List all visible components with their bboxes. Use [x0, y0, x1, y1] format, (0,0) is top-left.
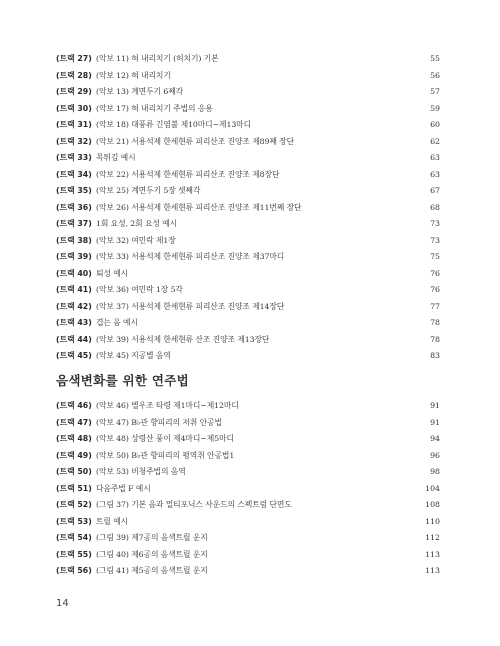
- toc-entry: [56, 431, 440, 448]
- track-label: (트랙 29): [56, 87, 92, 96]
- entry-description: (악보 39) 서용석제 한세현류 산조 진양조 제13장단: [96, 334, 270, 344]
- entry-description: (악보 13) 계면두기 6째각: [96, 87, 184, 96]
- entry-description: (악보 46) 별우조 타령 제1마디~제12마디: [96, 401, 239, 410]
- track-label: (트랙 46): [56, 401, 92, 410]
- track-label: (트랙 30): [56, 103, 92, 113]
- track-label: (트랙 50): [56, 467, 92, 476]
- toc-entry: [56, 547, 440, 564]
- toc-entry: [56, 563, 440, 580]
- entry-page-number: 77: [430, 301, 440, 311]
- toc-entry: [56, 117, 440, 134]
- toc-entry: [56, 200, 440, 217]
- track-label: (트랙 34): [56, 169, 92, 179]
- entry-page-number: 112: [425, 533, 440, 542]
- track-label: (트랙 43): [56, 318, 92, 327]
- toc-list-tracks-46-56: [56, 398, 440, 580]
- entry-page-number: 91: [430, 401, 440, 410]
- entry-description: (악보 45) 지공별 음역: [96, 351, 171, 360]
- entry-description: (악보 50) B♭관 향피리의 평역취 안공법1: [96, 450, 235, 460]
- entry-description: (그림 39) 제7공의 음색트릴 운지: [96, 533, 208, 542]
- entry-description: 트릴 예시: [96, 516, 129, 526]
- entry-page-number: 60: [430, 120, 440, 129]
- track-label: (트랙 42): [56, 301, 92, 311]
- entry-page-number: 68: [430, 202, 440, 212]
- toc-entry: [56, 299, 440, 316]
- section-title: 음색변화를 위한 연주법: [56, 373, 190, 388]
- toc-entry: [56, 68, 440, 85]
- entry-page-number: 108: [425, 500, 440, 509]
- entry-description: (악보 11) 혀 내리치기 (허치기) 기본: [96, 54, 219, 63]
- track-label: (트랙 55): [56, 549, 92, 559]
- toc-entry: [56, 51, 440, 68]
- entry-page-number: 73: [430, 219, 440, 228]
- entry-description: (악보 37) 서용석제 한세현류 피리산조 진양조 제14장단: [96, 301, 285, 311]
- toc-entry: [56, 134, 440, 151]
- track-label: (트랙 33): [56, 153, 92, 162]
- entry-description: (그림 40) 제6공의 음색트릴 운지: [96, 549, 208, 559]
- toc-entry: [56, 233, 440, 250]
- track-label: (트랙 53): [56, 516, 92, 526]
- track-label: (트랙 35): [56, 186, 92, 195]
- track-label: (트랙 52): [56, 500, 92, 509]
- entry-page-number: 94: [430, 434, 440, 443]
- entry-page-number: 62: [430, 136, 440, 146]
- entry-description: (악보 21) 서용석제 한세현류 피리산조 진양조 제89째 장단: [96, 136, 295, 146]
- entry-description: 목튀김 예시: [96, 153, 136, 162]
- entry-page-number: 83: [430, 351, 440, 360]
- entry-description: (악보 12) 혀 내리치기: [96, 70, 171, 80]
- entry-description: (악보 53) 비청주법의 음역: [96, 467, 186, 476]
- track-label: (트랙 45): [56, 351, 92, 360]
- entry-page-number: 78: [430, 334, 440, 344]
- entry-page-number: 56: [430, 70, 440, 80]
- track-label: (트랙 44): [56, 334, 92, 344]
- toc-entry: [56, 282, 440, 299]
- track-label: (트랙 32): [56, 136, 92, 146]
- track-label: (트랙 49): [56, 450, 92, 460]
- toc-entry: [56, 216, 440, 233]
- toc-entry: [56, 266, 440, 283]
- track-label: (트랙 27): [56, 54, 92, 63]
- track-label: (트랙 47): [56, 417, 92, 427]
- track-label: (트랙 40): [56, 268, 92, 278]
- entry-description: (악보 47) B♭관 향피리의 저취 안공법: [96, 417, 222, 427]
- entry-page-number: 104: [425, 483, 440, 493]
- track-label: (트랙 51): [56, 483, 92, 493]
- toc-entry: [56, 497, 440, 514]
- entry-description: 겹는 음 예시: [96, 318, 138, 327]
- toc-list-tracks-27-45: [56, 51, 440, 365]
- toc-entry: [56, 150, 440, 167]
- entry-description: 다음주법 F 예시: [96, 483, 151, 493]
- track-label: (트랙 36): [56, 202, 92, 212]
- entry-page-number: 75: [430, 252, 440, 261]
- page-number: 14: [56, 598, 69, 609]
- entry-description: (악보 22) 서용석제 한세현류 피리산조 진양조 제8장단: [96, 169, 280, 179]
- toc-entry: [56, 101, 440, 118]
- track-label: (트랙 54): [56, 533, 92, 542]
- entry-page-number: 76: [430, 268, 440, 278]
- toc-entry: [56, 530, 440, 547]
- entry-page-number: 63: [430, 169, 440, 179]
- toc-entry: [56, 249, 440, 266]
- entry-page-number: 76: [430, 285, 440, 294]
- entry-description: (그림 37) 기본 음과 멀티포닉스 사운드의 스펙트럼 단면도: [96, 500, 292, 509]
- track-label: (트랙 39): [56, 252, 92, 261]
- entry-page-number: 110: [425, 516, 440, 526]
- track-label: (트랙 28): [56, 70, 92, 80]
- entry-page-number: 55: [430, 54, 440, 63]
- entry-description: (악보 17) 혀 내리치기 주법의 응용: [96, 103, 213, 113]
- entry-page-number: 91: [430, 417, 440, 427]
- toc-entry: [56, 183, 440, 200]
- entry-description: (악보 18) 대풍류 긴염불 제10마디~제13마디: [96, 120, 252, 129]
- entry-description: (악보 33) 서용석제 한세현류 피리산조 진양조 제37마디: [96, 252, 285, 261]
- entry-page-number: 113: [425, 549, 440, 559]
- entry-page-number: 113: [425, 566, 440, 575]
- toc-entry: [56, 398, 440, 415]
- entry-description: (악보 32) 여민락 제1장: [96, 235, 176, 245]
- track-label: (트랙 37): [56, 219, 92, 228]
- entry-description: (그림 41) 제5공의 음색트릴 운지: [96, 566, 208, 575]
- toc-entry: [56, 84, 440, 101]
- entry-description: (악보 48) 상령산 풍이 제4마디~제5마디: [96, 434, 234, 443]
- toc-entry: [56, 332, 440, 349]
- track-label: (트랙 41): [56, 285, 92, 294]
- entry-page-number: 78: [430, 318, 440, 327]
- toc-entry: [56, 514, 440, 531]
- entry-page-number: 73: [430, 235, 440, 245]
- track-label: (트랙 31): [56, 120, 92, 129]
- track-label: (트랙 56): [56, 566, 92, 575]
- track-label: (트랙 48): [56, 434, 92, 443]
- entry-page-number: 98: [430, 467, 440, 476]
- track-label: (트랙 38): [56, 235, 92, 245]
- toc-entry: [56, 348, 440, 365]
- toc-entry: [56, 415, 440, 432]
- entry-page-number: 59: [430, 103, 440, 113]
- toc-entry: [56, 315, 440, 332]
- entry-description: (악보 26) 서용석제 한세현류 피리산조 진양조 제11번째 장단: [96, 202, 302, 212]
- entry-page-number: 67: [430, 186, 440, 195]
- toc-entry: [56, 448, 440, 465]
- entry-page-number: 57: [430, 87, 440, 96]
- entry-description: 퇴성 예시: [96, 268, 129, 278]
- entry-description: 1회 요성, 2회 요성 예시: [96, 219, 178, 228]
- entry-page-number: 63: [430, 153, 440, 162]
- entry-page-number: 96: [430, 450, 440, 460]
- toc-entry: [56, 464, 440, 481]
- entry-description: (악보 25) 계면두기 5장 셋째각: [96, 186, 201, 195]
- toc-entry: [56, 167, 440, 184]
- entry-description: (악보 36) 여민락 1장 5각: [96, 285, 183, 294]
- toc-entry: [56, 481, 440, 498]
